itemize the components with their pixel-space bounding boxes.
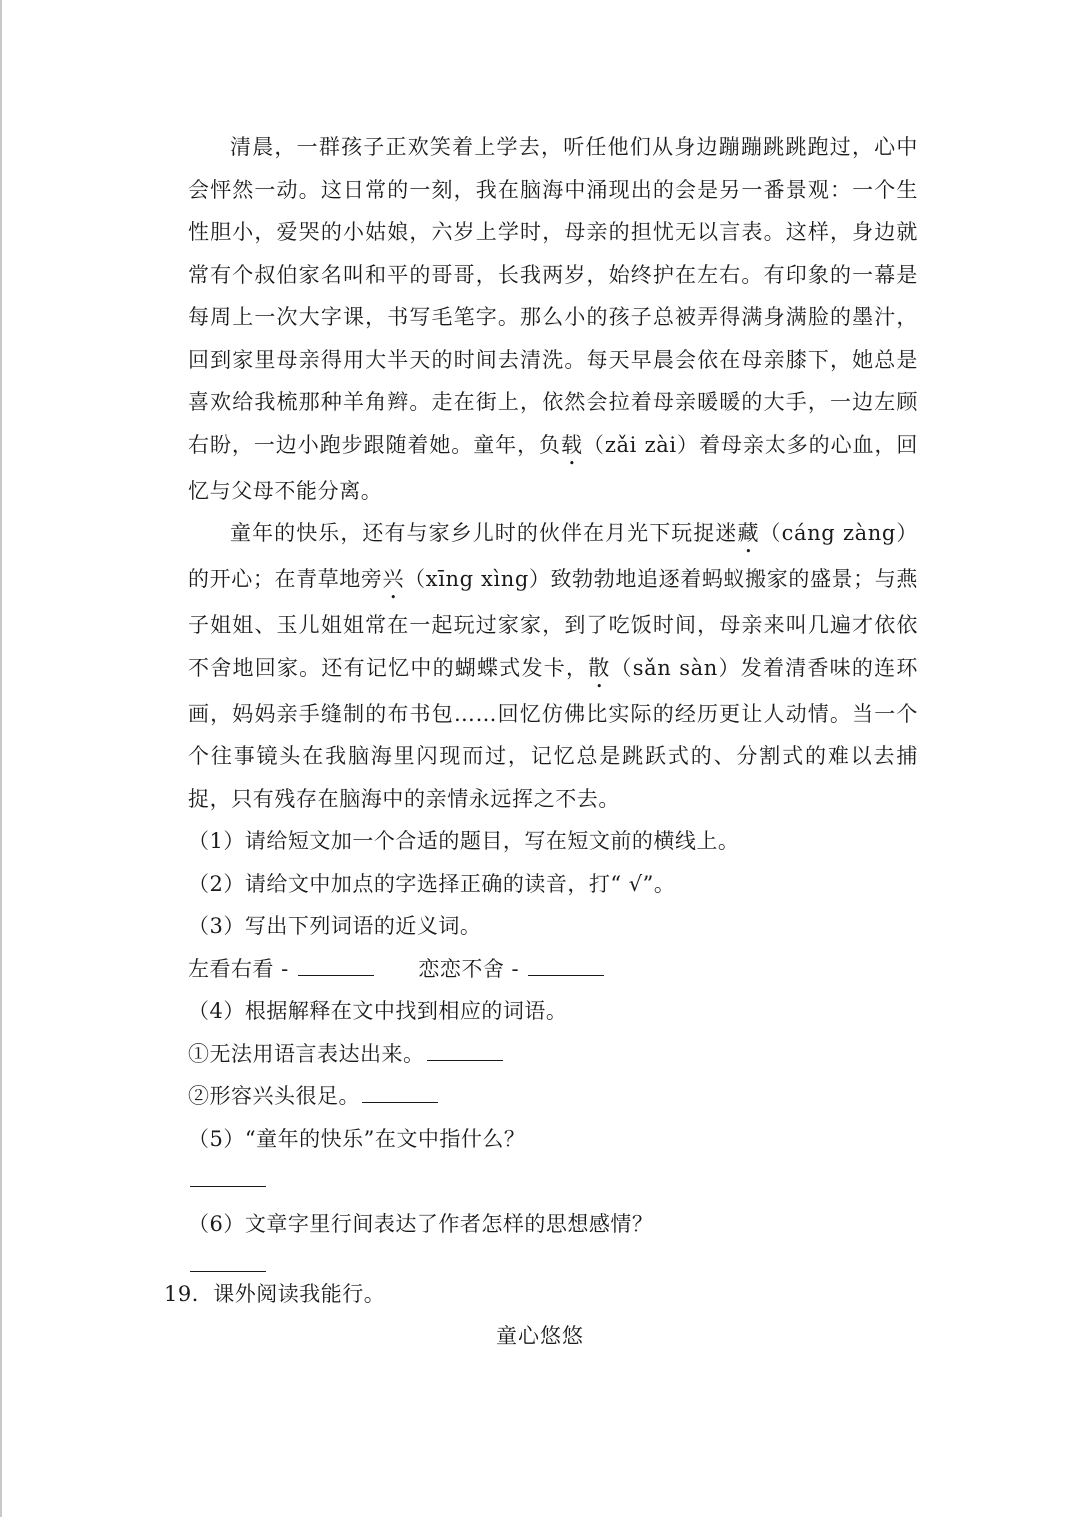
question-6: （6）文章字里行间表达了作者怎样的思想感情？ xyxy=(188,1211,654,1236)
question-4: （4）根据解释在文中找到相应的词语。 xyxy=(188,999,568,1023)
q3-word-b: 恋恋不舍 - xyxy=(418,956,520,981)
question-4b xyxy=(188,1075,918,1118)
document-content xyxy=(188,126,918,1288)
question-5: （5）“童年的快乐”在文中指什么？ xyxy=(188,1126,526,1151)
answer-blank-q5[interactable] xyxy=(190,1168,266,1187)
reading-passage xyxy=(188,126,918,820)
q3-word-a: 左看右看 - xyxy=(188,956,289,981)
paragraph-1 xyxy=(188,126,918,512)
question-1: （1）请给短文加一个合适的题目，写在短文前的横线上。 xyxy=(188,829,740,853)
dotted-char-san: 散 xyxy=(588,655,611,680)
answer-blank-q6[interactable] xyxy=(190,1253,266,1272)
paragraph-2-text-c: （xīng xìng）致勃勃地追逐着蚂蚁搬家的盛景；与燕子姐姐、玉儿姐姐常在一起玩过家家，到了吃饭时间，母亲来叫几遍才依依不舍地回家。还有记忆中的蝴蝶式发卡， xyxy=(188,567,919,680)
paragraph-2-text-b: （cáng zàng）的开心；在青草地旁 xyxy=(188,521,918,591)
dotted-char-xing: 兴 xyxy=(382,567,405,591)
question-3: （3）写出下列词语的近义词。 xyxy=(188,914,482,938)
paragraph-2-text-a: 童年的快乐，还有与家乡儿时的伙伴在月光下玩捉迷 xyxy=(230,521,738,545)
paragraph-2 xyxy=(188,512,918,820)
question-4a xyxy=(188,1033,918,1076)
answer-line-q5 xyxy=(188,1160,918,1203)
answer-blank-q3b[interactable] xyxy=(528,957,604,976)
question-3-items xyxy=(188,948,918,991)
paragraph-1-text-a: 清晨，一群孩子正欢笑着上学去，听任他们从身边蹦蹦跳跳跑过，心中会怦然一动。这日常的一刻，我在脑海中涌现出的会是另一番景观：一个生性胆小，爱哭的小姑娘，六岁上学时，母亲的担忧无以言表。这样，身边就常有个叔伯家名叫和平的哥哥，长我两岁，始终护在左右。有印象的一幕是每周上一次大字课，书写毛笔字。那么小的孩子总被弄得满身满脸的墨汁，回到家里母亲得用大半天的时间去清洗。每天早晨会依在母亲膝下，她总是喜欢给我梳那种羊角辫。走在街上，依然会拉着母亲暖暖的大手，一边左顾右盼，一边小跑步跟随着她。童年，负 xyxy=(188,135,918,457)
passage-title: 童心悠悠 xyxy=(496,1324,584,1348)
answer-blank-q4b[interactable] xyxy=(362,1084,438,1103)
answer-blank-q4a[interactable] xyxy=(427,1042,503,1061)
dotted-char-cang: 藏 xyxy=(737,521,760,545)
question-2: （2）请给文中加点的字选择正确的读音，打“ √”。 xyxy=(188,871,676,896)
q4b-text: ②形容兴头很足。 xyxy=(188,1084,360,1108)
question-19-heading: 19．课外阅读我能行。 xyxy=(164,1282,386,1306)
q4a-text: ①无法用语言表达出来。 xyxy=(188,1041,425,1066)
page-edge xyxy=(0,0,2,1517)
answer-blank-q3a[interactable] xyxy=(298,957,374,976)
paragraph-2-text-d: （sǎn sàn）发着清香味的连环画，妈妈亲手缝制的布书包……回忆仿佛比实际的经历更让人动情。当一个个往事镜头在我脑海里闪现而过，记忆总是跳跃式的、分割式的难以去捕捉，只有残存在脑海中的亲情永远挥之不去。 xyxy=(188,655,918,811)
paragraph-1-text-b: （zǎi zài）着母亲太多的心血，回忆与父母不能分离。 xyxy=(188,432,918,503)
question-list xyxy=(188,820,918,1288)
dotted-char-zai: 载 xyxy=(560,432,583,457)
